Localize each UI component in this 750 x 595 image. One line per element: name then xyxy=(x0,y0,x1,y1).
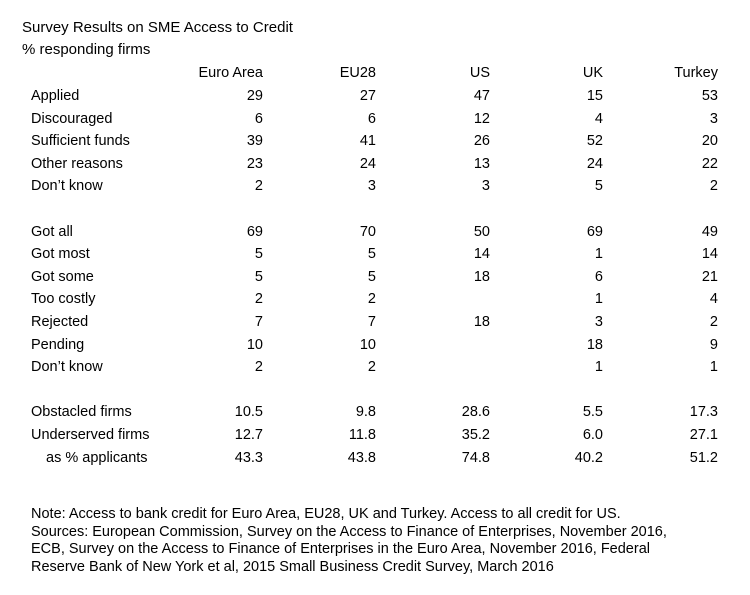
table-cell-don-t-know-uk: 5 xyxy=(594,178,603,195)
table-cell-don-t-know-euro-area: 2 xyxy=(254,178,263,195)
row-label-don-t-know: Don’t know xyxy=(31,178,103,195)
table-cell-other-reasons-euro-area: 23 xyxy=(246,155,263,172)
source-note xyxy=(31,506,731,576)
table-subtitle: % responding firms xyxy=(22,41,151,58)
table-cell-got-all-eu28: 70 xyxy=(359,223,376,240)
table-cell-too-costly-eu28: 2 xyxy=(367,291,376,308)
table-cell-other-reasons-eu28: 24 xyxy=(359,155,376,172)
table-cell-pending-uk: 18 xyxy=(586,336,603,353)
table-cell-as-applicants-euro-area: 43.3 xyxy=(234,449,263,466)
table-cell-got-all-turkey: 49 xyxy=(701,223,718,240)
row-label-rejected: Rejected xyxy=(31,314,89,330)
table-cell-got-all-uk: 69 xyxy=(586,223,603,240)
table-cell-underserved-firms-uk: 6.0 xyxy=(582,427,603,443)
note-line-4: Reserve Bank of New York et al, 2015 Small Business Credit Survey, March 2016 xyxy=(31,558,554,575)
table-cell-sufficient-funds-uk: 52 xyxy=(586,133,603,150)
table-cell-don-t-know-turkey: 1 xyxy=(709,359,718,376)
table-cell-discouraged-eu28: 6 xyxy=(367,110,376,127)
table-cell-too-costly-uk: 1 xyxy=(594,291,603,308)
table-cell-discouraged-us: 12 xyxy=(473,110,490,127)
table-cell-got-some-turkey: 21 xyxy=(701,268,718,285)
table-cell-underserved-firms-eu28: 11.8 xyxy=(348,427,376,443)
table-cell-got-all-us: 50 xyxy=(473,223,490,240)
table-cell-got-most-eu28: 5 xyxy=(367,246,376,263)
table-cell-rejected-euro-area: 7 xyxy=(254,314,263,330)
note-line-3: ECB, Survey on the Access to Finance of Enterprises in the Euro Area, November 2016, Federal xyxy=(31,541,650,557)
table-cell-got-most-euro-area: 5 xyxy=(254,246,263,263)
table-cell-applied-uk: 15 xyxy=(586,88,603,104)
row-label-as-applicants: as % applicants xyxy=(46,449,148,466)
table-cell-don-t-know-uk: 1 xyxy=(594,359,603,376)
table-cell-other-reasons-uk: 24 xyxy=(586,155,603,172)
column-header-uk: UK xyxy=(582,65,603,81)
column-header-eu28: EU28 xyxy=(339,65,376,81)
table-cell-too-costly-turkey: 4 xyxy=(709,291,718,308)
note-line-2: Sources: European Commission, Survey on the Access to Finance of Enterprises, November 2016, xyxy=(31,523,667,540)
table-cell-pending-eu28: 10 xyxy=(359,336,376,353)
row-label-don-t-know: Don’t know xyxy=(31,359,103,376)
table-cell-other-reasons-us: 13 xyxy=(473,155,490,172)
table-cell-rejected-eu28: 7 xyxy=(367,314,376,330)
table-cell-got-some-us: 18 xyxy=(473,268,490,285)
table-cell-discouraged-uk: 4 xyxy=(594,110,603,127)
table-cell-discouraged-euro-area: 6 xyxy=(254,110,263,127)
row-label-underserved-firms: Underserved firms xyxy=(31,427,150,443)
table-cell-obstacled-firms-us: 28.6 xyxy=(461,404,490,421)
table-cell-other-reasons-turkey: 22 xyxy=(701,155,718,172)
table-cell-obstacled-firms-uk: 5.5 xyxy=(582,404,603,421)
table-cell-got-some-uk: 6 xyxy=(594,268,603,285)
row-label-other-reasons: Other reasons xyxy=(31,155,123,172)
table-cell-pending-euro-area: 10 xyxy=(246,336,263,353)
note-line-1: Note: Access to bank credit for Euro Area, EU28, UK and Turkey. Access to all credit for US. xyxy=(31,506,621,522)
table-cell-don-t-know-eu28: 3 xyxy=(367,178,376,195)
table-cell-as-applicants-turkey: 51.2 xyxy=(689,449,718,466)
table-cell-obstacled-firms-eu28: 9.8 xyxy=(355,404,376,421)
table-cell-applied-eu28: 27 xyxy=(359,88,376,104)
table-cell-rejected-uk: 3 xyxy=(594,314,603,330)
row-label-pending: Pending xyxy=(31,336,85,353)
table-cell-rejected-us: 18 xyxy=(473,314,490,330)
table-cell-as-applicants-us: 74.8 xyxy=(461,449,490,466)
table-cell-pending-turkey: 9 xyxy=(709,336,718,353)
column-header-us: US xyxy=(469,65,490,81)
table-cell-got-all-euro-area: 69 xyxy=(246,223,263,240)
table-cell-discouraged-turkey: 3 xyxy=(709,110,718,127)
table-cell-too-costly-euro-area: 2 xyxy=(254,291,263,308)
table-cell-sufficient-funds-eu28: 41 xyxy=(359,133,376,150)
table-cell-rejected-turkey: 2 xyxy=(709,314,718,330)
table-cell-got-some-eu28: 5 xyxy=(367,268,376,285)
table-cell-sufficient-funds-us: 26 xyxy=(473,133,490,150)
table-cell-obstacled-firms-turkey: 17.3 xyxy=(689,404,718,421)
column-header-euro-area: Euro Area xyxy=(198,65,263,81)
table-cell-don-t-know-eu28: 2 xyxy=(367,359,376,376)
table-cell-don-t-know-us: 3 xyxy=(481,178,490,195)
table-cell-sufficient-funds-euro-area: 39 xyxy=(246,133,263,150)
table-title: Survey Results on SME Access to Credit xyxy=(22,19,293,36)
table-cell-underserved-firms-us: 35.2 xyxy=(461,427,490,443)
row-label-obstacled-firms: Obstacled firms xyxy=(31,404,132,421)
table-cell-sufficient-funds-turkey: 20 xyxy=(701,133,718,150)
table-cell-applied-turkey: 53 xyxy=(701,88,718,104)
column-header-turkey: Turkey xyxy=(674,65,718,81)
row-label-sufficient-funds: Sufficient funds xyxy=(31,133,130,150)
table-cell-got-some-euro-area: 5 xyxy=(254,268,263,285)
table-cell-got-most-turkey: 14 xyxy=(701,246,718,263)
row-label-too-costly: Too costly xyxy=(31,291,96,308)
table-cell-applied-us: 47 xyxy=(473,88,490,104)
table-cell-as-applicants-eu28: 43.8 xyxy=(347,449,376,466)
table-cell-got-most-us: 14 xyxy=(473,246,490,263)
row-label-got-most: Got most xyxy=(31,246,90,263)
table-cell-don-t-know-turkey: 2 xyxy=(709,178,718,195)
table-cell-underserved-firms-turkey: 27.1 xyxy=(689,427,718,443)
row-label-applied: Applied xyxy=(31,88,80,104)
row-label-discouraged: Discouraged xyxy=(31,110,113,127)
row-label-got-some: Got some xyxy=(31,268,94,285)
table-cell-underserved-firms-euro-area: 12.7 xyxy=(234,427,263,443)
table-cell-don-t-know-euro-area: 2 xyxy=(254,359,263,376)
row-label-got-all: Got all xyxy=(31,223,73,240)
table-cell-applied-euro-area: 29 xyxy=(246,88,263,104)
table-cell-got-most-uk: 1 xyxy=(594,246,603,263)
table-cell-as-applicants-uk: 40.2 xyxy=(574,449,603,466)
table-cell-obstacled-firms-euro-area: 10.5 xyxy=(234,404,263,421)
